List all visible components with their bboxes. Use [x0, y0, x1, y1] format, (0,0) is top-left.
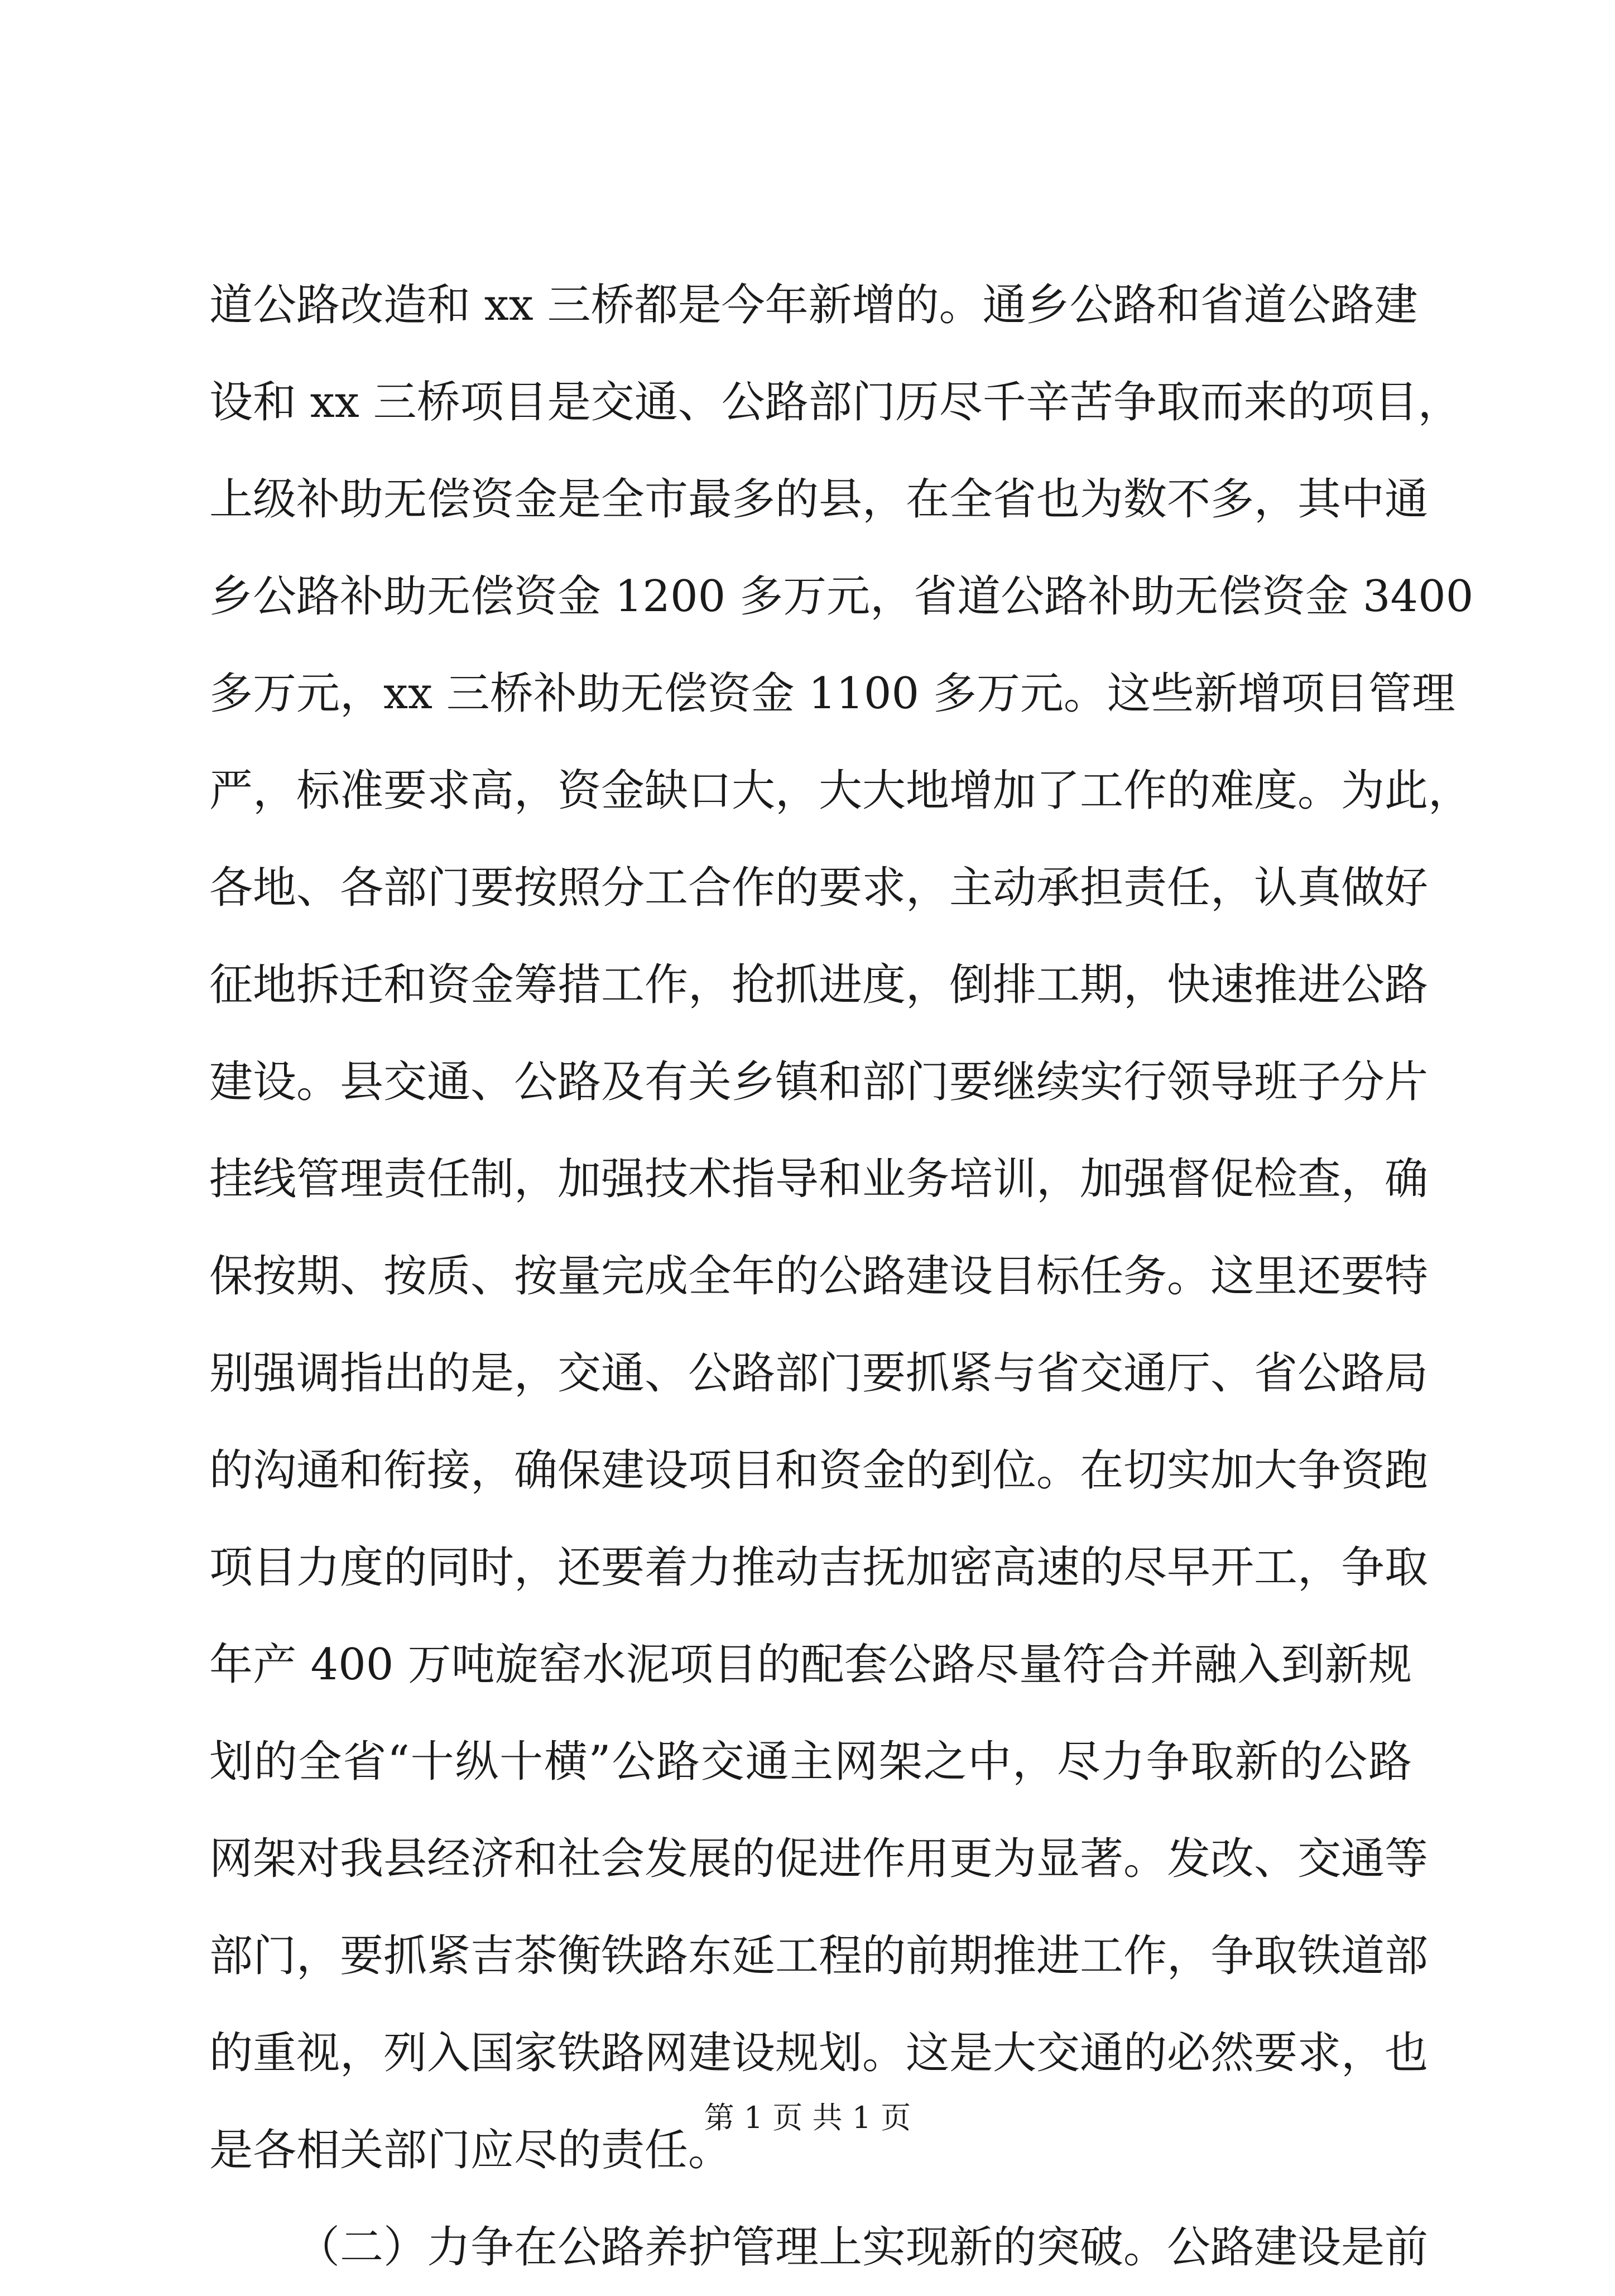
- text-line: 保按期、按质、按量完成全年的公路建设目标任务。这里还要特: [209, 1251, 1429, 1301]
- paragraph-end-line: 是各相关部门应尽的责任。: [209, 2125, 732, 2175]
- text-line: 年产 400 万吨旋窑水泥项目的配套公路尽量符合并融入到新规: [209, 1640, 1412, 1690]
- text-line: 各地、各部门要按照分工合作的要求，主动承担责任，认真做好: [209, 863, 1429, 913]
- text-line: 征地拆迁和资金筹措工作，抢抓进度，倒排工期，快速推进公路: [209, 960, 1429, 1010]
- text-line: 的重视，列入国家铁路网建设规划。这是大交通的必然要求，也: [209, 2028, 1429, 2078]
- text-line: 的沟通和衔接，确保建设项目和资金的到位。在切实加大争资跑: [209, 1445, 1429, 1496]
- text-line: 上级补助无偿资金是全市最多的县，在全省也为数不多，其中通: [209, 474, 1429, 525]
- text-line: 设和 xx 三桥项目是交通、公路部门历尽千辛苦争取而来的项目，: [209, 377, 1462, 428]
- text-line: 多万元，xx 三桥补助无偿资金 1100 多万元。这些新增项目管理: [209, 669, 1455, 719]
- text-line: 严，标准要求高，资金缺口大，大大地增加了工作的难度。为此，: [209, 766, 1472, 816]
- document-body: [209, 257, 1474, 2296]
- text-line: 项目力度的同时，还要着力推动吉抚加密高速的尽早开工，争取: [209, 1543, 1429, 1593]
- text-line: 划的全省“十纵十横”公路交通主网架之中，尽力争取新的公路: [209, 1737, 1412, 1787]
- text-line: 乡公路补助无偿资金 1200 多万元，省道公路补助无偿资金 3400: [209, 571, 1474, 622]
- page-footer: 第 1 页 共 1 页: [704, 2100, 911, 2135]
- text-line: 网架对我县经济和社会发展的促进作用更为显著。发改、交通等: [209, 1834, 1429, 1884]
- text-line: 部门，要抓紧吉茶衡铁路东延工程的前期推进工作，争取铁道部: [209, 1931, 1429, 1981]
- section-heading-line: （二）力争在公路养护管理上实现新的突破。公路建设是前: [296, 2222, 1429, 2273]
- text-line: 别强调指出的是，交通、公路部门要抓紧与省交通厅、省公路局: [209, 1348, 1429, 1399]
- text-line: 建设。县交通、公路及有关乡镇和部门要继续实行领导班子分片: [209, 1057, 1429, 1107]
- text-line: 挂线管理责任制，加强技术指导和业务培训，加强督促检查，确: [209, 1154, 1429, 1204]
- text-line: 道公路改造和 xx 三桥都是今年新增的。通乡公路和省道公路建: [209, 280, 1418, 330]
